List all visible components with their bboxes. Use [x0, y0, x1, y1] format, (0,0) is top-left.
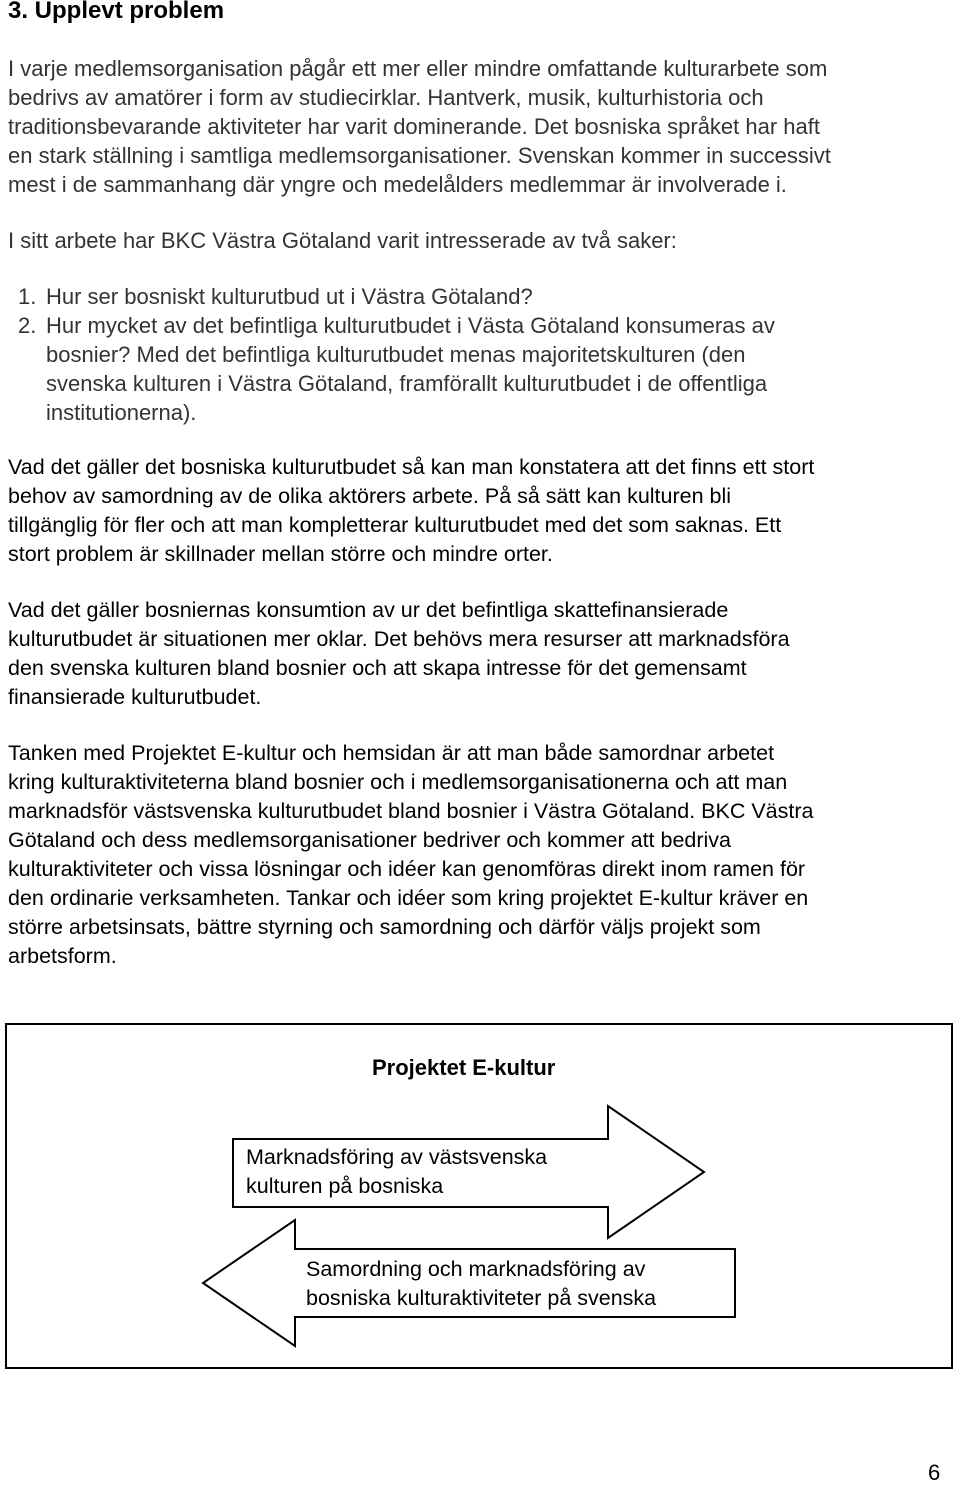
paragraph-line: en stark ställning i samtliga medlemsorganisationer. Svenskan kommer in successivt — [8, 143, 831, 168]
paragraph-line: Vad det gäller det bosniska kulturutbudet så kan man konstatera att det finns ett stort — [8, 455, 815, 479]
paragraph-line: större arbetsinsats, bättre styrning och samordning och därför väljs projekt som — [8, 915, 761, 939]
left-arrow-label — [306, 1255, 656, 1313]
paragraph-line: arbetsform. — [8, 944, 117, 968]
arrow-label-line: Marknadsföring av västsvenska — [246, 1145, 548, 1169]
paragraph-line: I sitt arbete har BKC Västra Götaland varit intresserade av två saker: — [8, 228, 677, 253]
paragraph-line: Vad det gäller bosniernas konsumtion av ur det befintliga skattefinansierade — [8, 598, 729, 622]
paragraph-line: kring kulturaktiviteterna bland bosnier och i medlemsorganisationerna och att man — [8, 770, 788, 794]
right-arrow-label — [246, 1143, 547, 1201]
paragraph-line: bedrivs av amatörer i form av studiecirklar. Hantverk, musik, kulturhistoria och — [8, 85, 764, 110]
diagram-title: Projektet E-kultur — [372, 1055, 556, 1080]
paragraph-line: behov av samordning av de olika aktörers arbete. På så sätt kan kulturen bli — [8, 484, 732, 508]
section-heading: 3. Upplevt problem — [8, 0, 225, 24]
page-number: 6 — [928, 1460, 941, 1485]
list-item-number: 1. — [18, 284, 37, 309]
paragraph-line: mest i de sammanhang där yngre och medelålders medlemmar är involverade i. — [8, 172, 787, 197]
paragraph-line: den svenska kulturen bland bosnier och att skapa intresse för det gemensamt — [8, 656, 747, 680]
paragraph-line: marknadsför västsvenska kulturutbudet bland bosnier i Västra Götaland. BKC Västra — [8, 799, 814, 823]
paragraph-line: traditionsbevarande aktiviteter har varit dominerande. Det bosniska språket har haft — [8, 114, 820, 139]
paragraph-line: kulturaktiviteter och vissa lösningar och idéer kan genomföras direkt inom ramen för — [8, 857, 806, 881]
paragraph-line: Götaland och dess medlemsorganisationer bedriver och kommer att bedriva — [8, 828, 732, 852]
paragraph-line: I varje medlemsorganisation pågår ett mer eller mindre omfattande kulturarbete som — [8, 56, 828, 81]
list-item-line: Hur mycket av det befintliga kulturutbudet i Västa Götaland konsumeras av — [46, 313, 775, 338]
list-item-line: svenska kulturen i Västra Götaland, framförallt kulturutbudet i de offentliga — [46, 371, 768, 396]
arrow-label-line: Samordning och marknadsföring av — [306, 1257, 646, 1281]
paragraph-line: den ordinarie verksamheten. Tankar och idéer som kring projektet E-kultur kräver en — [8, 886, 809, 910]
paragraph-line: finansierade kulturutbudet. — [8, 685, 262, 709]
paragraph-line: stort problem är skillnader mellan större och mindre orter. — [8, 542, 553, 566]
paragraph-line: kulturutbudet är situationen mer oklar. Det behövs mera resurser att marknadsföra — [8, 627, 790, 651]
arrow-label-line: bosniska kulturaktiviteter på svenska — [306, 1286, 657, 1310]
list-item-line: Hur ser bosniskt kulturutbud ut i Västra Götaland? — [46, 284, 533, 309]
paragraph-line: tillgänglig för fler och att man kompletterar kulturutbudet med det som saknas. Ett — [8, 513, 782, 537]
arrow-label-line: kulturen på bosniska — [246, 1174, 444, 1198]
paragraph-line: Tanken med Projektet E-kultur och hemsidan är att man både samordnar arbetet — [8, 741, 775, 765]
list-item-line: institutionerna). — [46, 400, 197, 425]
list-item-line: bosnier? Med det befintliga kulturutbudet menas majoritetskulturen (den — [46, 342, 746, 367]
list-item-number: 2. — [18, 313, 37, 338]
